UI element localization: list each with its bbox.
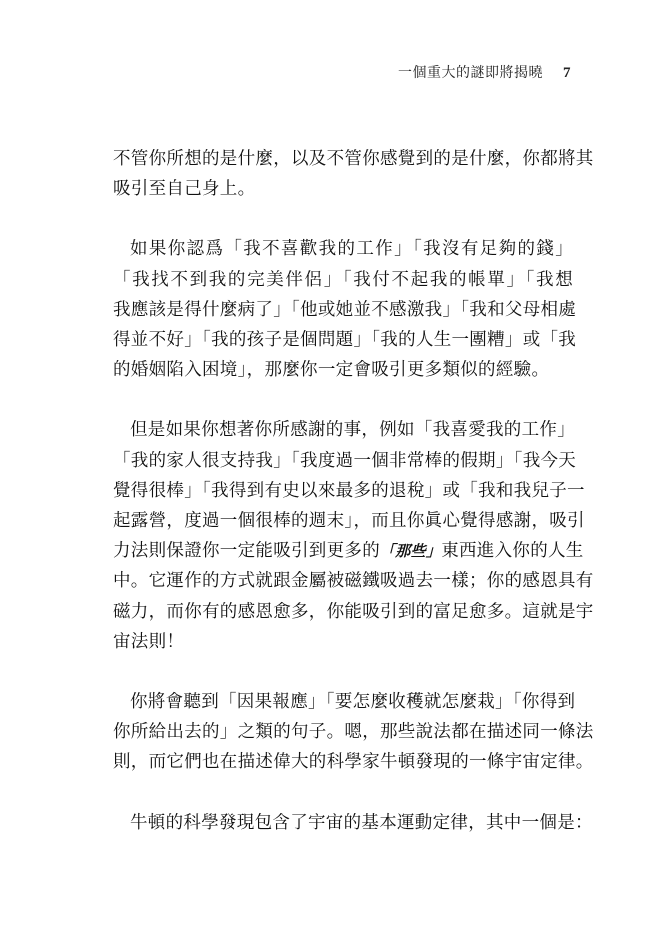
text-line: 吸引至自己身上。 [113, 179, 256, 200]
text-line: 「我的家人很支持我」「我度過一個非常棒的假期」「我今天 [113, 450, 577, 471]
emphasized-word: 「那些」 [380, 542, 442, 561]
page-number: 7 [563, 65, 571, 81]
text-line: 你將會聽到「因果報應」「要怎麼收穫就怎麼栽」「你得到 [130, 692, 576, 713]
text-segment: 力法則保證你一定能吸引到更多的 [113, 541, 380, 562]
paragraph-4 [113, 687, 594, 778]
paragraph-5 [113, 808, 593, 838]
text-line: 得並不好」「我的孩子是個問題」「我的人生一團糟」或「我 [113, 330, 577, 351]
text-line: 你所給出去的」之類的句子。嗯，那些說法都在描述同一條法 [113, 722, 594, 743]
text-line: 我應該是得什麼病了」「他或她並不感激我」「我和父母相處 [113, 299, 577, 320]
text-line: 如果你認爲「我不喜歡我的工作」「我沒有足夠的錢」 [130, 239, 573, 260]
text-line: 牛頓的科學發現包含了宇宙的基本運動定律，其中一個是： [130, 812, 593, 833]
text-line: 磁力，而你有的感恩愈多，你能吸引到的富足愈多。這就是宇 [113, 601, 594, 622]
text-line-with-emphasis [113, 536, 584, 566]
text-line: 起露營，度過一個很棒的週末」，而且你眞心覺得感謝，吸引 [113, 511, 585, 532]
text-line: 宙法則！ [113, 631, 185, 652]
chapter-title: 一個重大的謎即將揭曉 [398, 65, 543, 81]
paragraph-2 [113, 234, 577, 385]
text-line: 「我找不到我的完美伴侶」「我付不起我的帳單」「我想 [113, 269, 573, 290]
body-text [113, 144, 594, 868]
text-line: 不管你所想的是什麼，以及不管你感覺到的是什麼，你都將其 [113, 149, 594, 169]
paragraph-3 [113, 415, 594, 657]
text-line: 則，而它們也在描述偉大的科學家牛頓發現的一條宇宙定律。 [113, 752, 594, 773]
text-segment: 東西進入你的人生 [441, 541, 584, 562]
text-line: 中。它運作的方式就跟金屬被磁鐵吸過去一樣；你的感恩具有 [113, 571, 594, 592]
text-line: 覺得很棒」「我得到有史以來最多的退稅」或「我和我兒子一 [113, 480, 585, 501]
paragraph-1 [113, 144, 594, 204]
running-header [398, 62, 571, 82]
text-line: 的婚姻陷入困境」，那麼你一定會吸引更多類似的經驗。 [113, 360, 550, 381]
text-line: 但是如果你想著你所感謝的事，例如「我喜愛我的工作」 [130, 420, 575, 441]
